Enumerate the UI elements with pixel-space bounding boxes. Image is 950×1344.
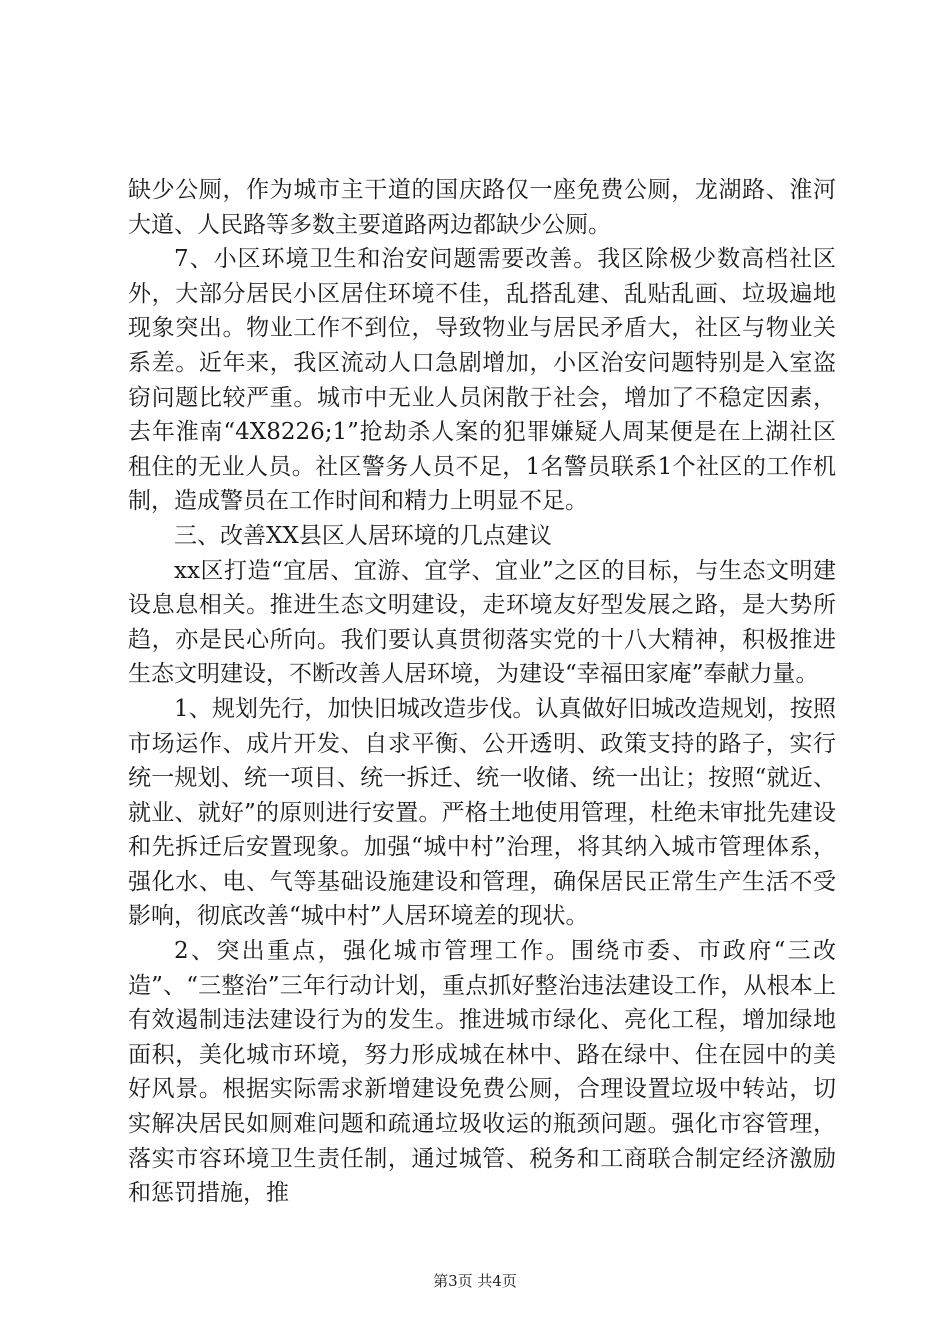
paragraph-1: 缺少公厕，作为城市主干道的国庆路仅一座免费公厕，龙湖路、淮河大道、人民路等多数主要道路两边都缺少公厕。 <box>128 177 836 238</box>
paragraph-3: xx区打造“宜居、宜游、宜学、宜业”之区的目标，与生态文明建设息息相关。推进生态文明建设，走环境友好型发展之路，是大势所趋，亦是民心所向。我们要认真贯彻落实党的十八大精神，积极推进生态文明建设，不断改善人居环境，为建设“幸福田家庵”奉献力量。 <box>128 557 836 688</box>
paragraph-5: 2、突出重点，强化城市管理工作。围绕市委、市政府“三改造”、“三整治”三年行动计划，重点抓好整治违法建设工作，从根本上有效遏制违法建设行为的发生。推进城市绿化、亮化工程，增加绿地面积，美化城市环境，努力形成城在林中、路在绿中、住在园中的美好风景。根据实际需求新增建设免费公厕，合理设置垃圾中转站，切实解决居民如厕难问题和疏通垃圾收运的瓶颈问题。强化市容管理，落实市容环境卫生责任制，通过城管、税务和工商联合制定经济激励和惩罚措施，推 <box>128 938 836 1207</box>
page-footer: 第3页 共4页 <box>433 1272 517 1290</box>
section-heading: 三、改善XX县区人居环境的几点建议 <box>174 522 552 549</box>
document-body <box>128 173 836 1211</box>
paragraph-4: 1、规划先行，加快旧城改造步伐。认真做好旧城改造规划，按照市场运作、成片开发、自求平衡、公开透明、政策支持的路子，实行统一规划、统一项目、统一拆迁、统一收储、统一出让；按照“就近、就业、就好”的原则进行安置。严格土地使用管理，杜绝未审批先建设和先拆迁后安置现象。加强“城中村”治理，将其纳入城市管理体系，强化水、电、气等基础设施建设和管理，确保居民正常生产生活不受影响，彻底改善“城中村”人居环境差的现状。 <box>128 695 836 930</box>
paragraph-2: 7、小区环境卫生和治安问题需要改善。我区除极少数高档社区外，大部分居民小区居住环境不佳，乱搭乱建、乱贴乱画、垃圾遍地现象突出。物业工作不到位，导致物业与居民矛盾大，社区与物业关系差。近年来，我区流动人口急剧增加，小区治安问题特别是入室盗窃问题比较严重。城市中无业人员闲散于社会，增加了不稳定因素，去年淮南“4X8226;1”抢劫杀人案的犯罪嫌疑人周某便是在上湖社区租住的无业人员。社区警务人员不足，1名警员联系1个社区的工作机制，造成警员在工作时间和精力上明显不足。 <box>128 246 836 515</box>
